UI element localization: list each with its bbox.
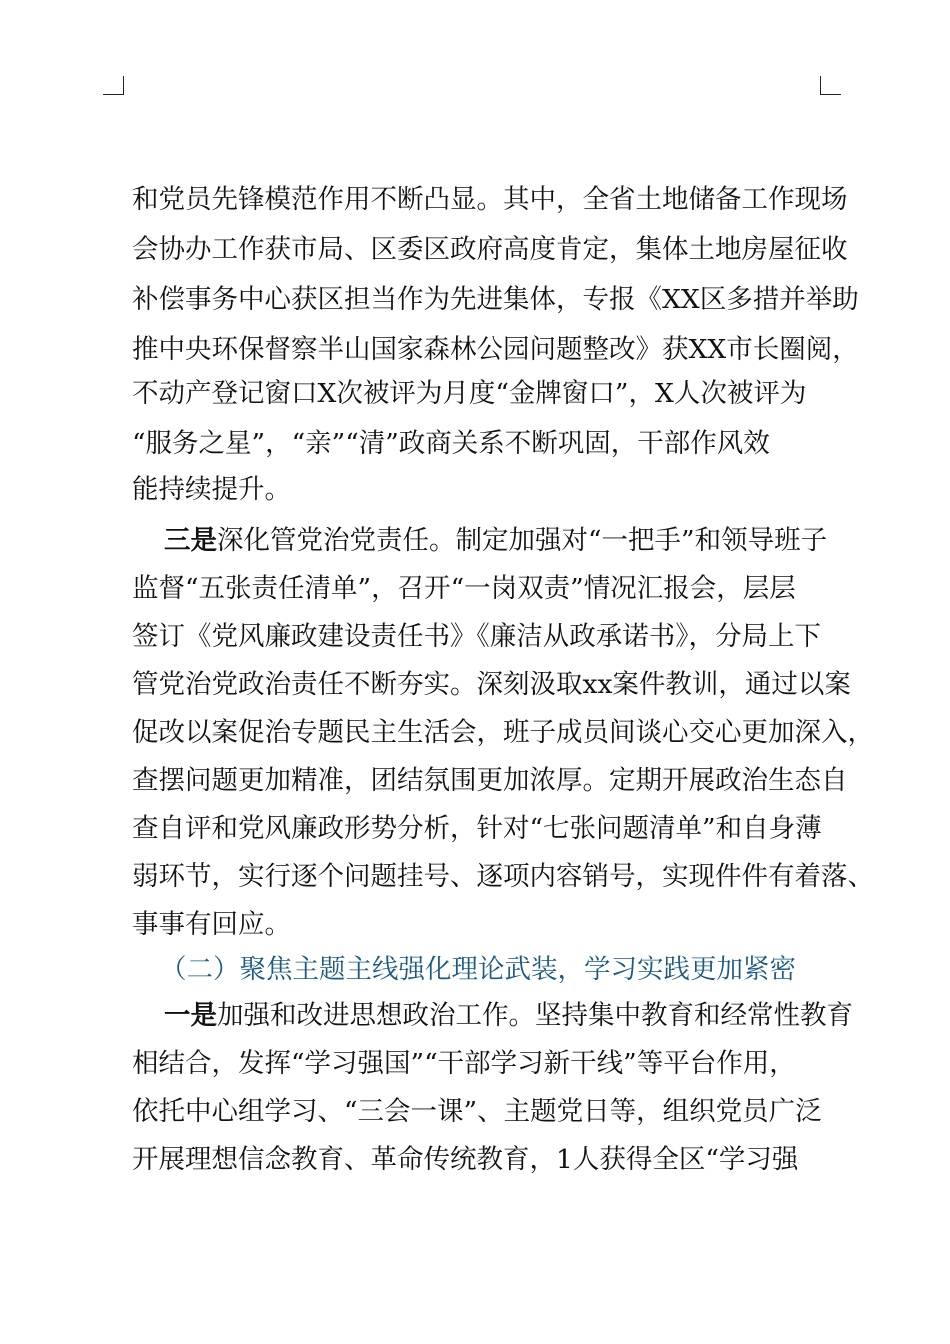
text-line: 促改以案促治专题民主生活会，班子成员间谈心交心更加深入，: [132, 717, 874, 748]
paragraph-lead-line: [164, 524, 827, 558]
text-line: 管党治党政治责任不断夯实。深刻汲取xx案件教训，通过以案: [132, 669, 851, 700]
crop-mark-top-left: [103, 76, 124, 95]
section-heading: （二）聚焦主题主线强化理论武装，学习实践更加紧密: [160, 954, 796, 985]
text-line: 开展理想信念教育、革命传统教育，1人获得全区“学习强: [132, 1144, 799, 1175]
text-line: 查摆问题更加精准，团结氛围更加浓厚。定期开展政治生态自: [132, 765, 848, 796]
text-line: “服务之星”，“亲”“清”政商关系不断巩固，干部作风效: [132, 428, 770, 459]
text-segment: 加强和改进思想政治工作。坚持集中教育和经常性教育: [217, 1000, 853, 1031]
text-line: 签订《党风廉政建设责任书》《廉洁从政承诺书》，分局上下: [132, 621, 821, 652]
text-line: 弱环节，实行逐个问题挂号、逐项内容销号，实现件件有着落、: [132, 861, 874, 892]
text-line: 补偿事务中心获区担当作为先进集体，专报《XX区多措并举助: [132, 284, 859, 315]
text-line: 查自评和党风廉政形势分析，针对“七张问题清单”和自身薄: [132, 813, 822, 844]
crop-mark-top-right: [820, 76, 841, 95]
paragraph-lead: 一是: [164, 1000, 217, 1031]
text-segment: 深化管党治党责任。制定加强对“一把手”和领导班子: [217, 525, 828, 556]
text-line: 依托中心组学习、“三会一课”、主题党日等，组织党员广泛: [132, 1096, 822, 1127]
text-line: 不动产登记窗口X次被评为月度“金牌窗口”，X人次被评为: [132, 378, 807, 409]
text-line: 推中央环保督察半山国家森林公园问题整改》获XX市长圈阅，: [132, 334, 859, 365]
text-line: 和党员先锋模范作用不断凸显。其中，全省土地储备工作现场: [132, 184, 848, 215]
text-line: 事事有回应。: [132, 909, 291, 940]
text-line: 会协办工作获市局、区委区政府高度肯定，集体土地房屋征收: [132, 234, 848, 265]
text-line: 相结合，发挥“学习强国”“干部学习新干线”等平台作用，: [132, 1048, 796, 1079]
text-line: 监督“五张责任清单”，召开“一岗双责”情况汇报会，层层: [132, 573, 796, 604]
text-line: 能持续提升。: [132, 474, 291, 505]
paragraph-lead: 三是: [164, 525, 217, 556]
paragraph-lead-line: [164, 999, 853, 1033]
